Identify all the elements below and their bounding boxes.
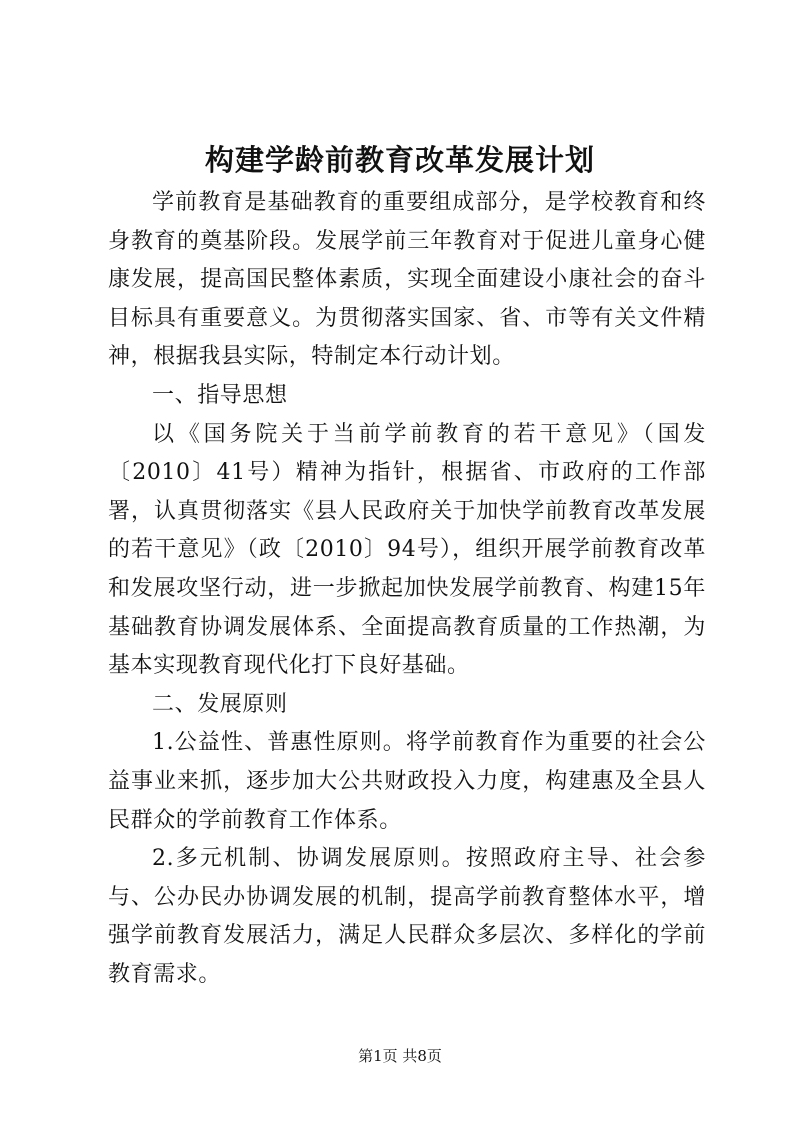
document-body — [108, 184, 706, 994]
page-number-footer: 第1页 共8页 — [358, 1047, 442, 1065]
guiding-ideology-paragraph: 以《国务院关于当前学前教育的若干意见》（国发〔2010〕41号）精神为指针，根据省、市政府的工作部署，认真贯彻落实《县人民政府关于加快学前教育改革发展的若干意见》（政〔2010〕94号），组织开展学前教育改革和发展攻坚行动，进一步掀起加快发展学前教育、构建15年基础教育协调发展体系、全面提高教育质量的工作热潮，为基本实现教育现代化打下良好基础。 — [108, 421, 706, 679]
principle-2-paragraph: 2.多元机制、协调发展原则。按照政府主导、社会参与、公办民办协调发展的机制，提高学前教育整体水平，增强学前教育发展活力，满足人民群众多层次、多样化的学前教育需求。 — [108, 846, 706, 987]
document-title: 构建学龄前教育改革发展计划 — [204, 143, 595, 177]
section-heading-guiding-ideology: 一、指导思想 — [152, 382, 288, 408]
intro-paragraph: 学前教育是基础教育的重要组成部分，是学校教育和终身教育的奠基阶段。发展学前三年教育对于促进儿童身心健康发展，提高国民整体素质，实现全面建设小康社会的奋斗目标具有重要意义。为贯彻落实国家、省、市等有关文件精神，根据我县实际，特制定本行动计划。 — [108, 190, 706, 370]
principle-1-paragraph: 1.公益性、普惠性原则。将学前教育作为重要的社会公益事业来抓，逐步加大公共财政投入力度，构建惠及全县人民群众的学前教育工作体系。 — [108, 730, 706, 833]
section-heading-development-principles: 二、发展原则 — [152, 691, 288, 717]
